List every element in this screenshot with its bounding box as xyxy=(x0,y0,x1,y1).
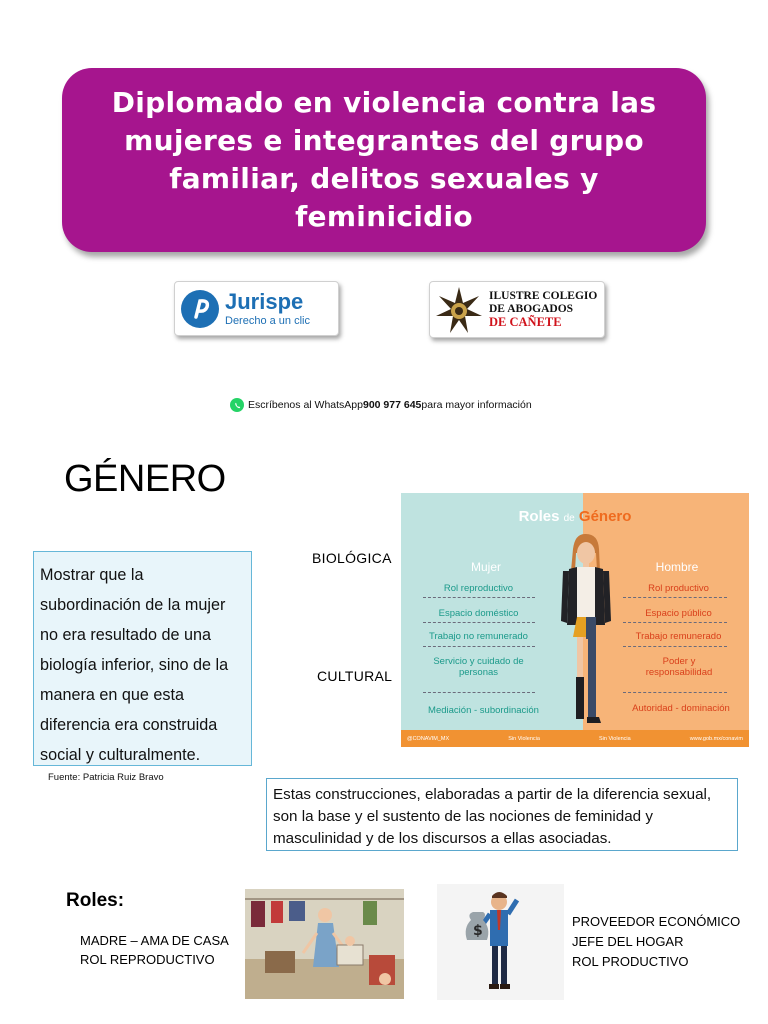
definition-box xyxy=(33,551,252,766)
infographic-hombre-item: Autoridad - dominación xyxy=(632,703,730,714)
infographic-divider xyxy=(423,597,535,598)
quote-box xyxy=(266,778,738,851)
role-right-line: ROL PRODUCTIVO xyxy=(572,954,689,969)
infographic-divider xyxy=(623,622,727,623)
role-left-line: ROL REPRODUCTIVO xyxy=(80,952,215,967)
roles-de-genero-infographic xyxy=(401,493,749,747)
businessman-money-bag-illustration-icon xyxy=(437,884,564,1000)
role-left-line: MADRE – AMA DE CASA xyxy=(80,933,229,948)
jurispe-name: Jurispe xyxy=(225,288,304,314)
whatsapp-phone: 900 977 645 xyxy=(362,399,422,411)
infographic-hombre-item: Trabajo remunerado xyxy=(635,631,722,642)
infographic-title-word: Roles xyxy=(518,508,560,525)
infographic-footer-item: Sin Violencia xyxy=(599,735,631,742)
infographic-col-mujer: Mujer xyxy=(470,560,501,574)
banner-title-line: Diplomado en violencia contra las xyxy=(111,86,657,119)
colegio-emblem-icon xyxy=(435,286,483,334)
infographic-title xyxy=(401,508,749,525)
infographic-divider xyxy=(623,692,727,693)
role-right-line: PROVEEDOR ECONÓMICO xyxy=(572,914,741,929)
title-banner xyxy=(62,68,706,252)
infographic-mujer-item: Servicio y cuidado de personas xyxy=(433,656,524,678)
colegio-abogados-logo xyxy=(429,281,605,338)
label-biologica: BIOLÓGICA xyxy=(312,550,392,566)
label-cultural: CULTURAL xyxy=(317,668,393,684)
whatsapp-contact xyxy=(230,398,532,412)
infographic-footer xyxy=(401,730,749,747)
infographic-divider xyxy=(423,622,535,623)
jurispe-tagline: Derecho a un clic xyxy=(225,314,310,327)
infographic-footer-item: @CONAVIM_MX xyxy=(407,735,450,742)
banner-title-line: feminicidio xyxy=(295,200,473,233)
infographic-footer-item: Sin Violencia xyxy=(508,735,540,742)
whatsapp-icon xyxy=(230,398,244,412)
mother-housework-illustration-icon xyxy=(245,889,404,999)
banner-title xyxy=(112,84,657,236)
infographic-divider xyxy=(423,646,535,647)
quote-text: Estas construcciones, elaboradas a partir de la diferencia sexual, son la base y el sustento de las nociones de feminidad y masculinidad y de los discursos a ellas asociadas. xyxy=(273,786,712,847)
banner-title-line: familiar, delitos sexuales y xyxy=(169,162,599,195)
infographic-divider xyxy=(623,646,727,647)
colegio-line: DE CAÑETE xyxy=(489,315,562,329)
infographic-col-hombre: Hombre xyxy=(655,560,699,574)
infographic-hombre-item: Rol productivo xyxy=(648,583,709,594)
section-title: GÉNERO xyxy=(64,458,226,500)
definition-text: Mostrar que la subordinación de la mujer no era resultado de una biología inferior, sino de la manera en que esta diferencia era construida social y culturalmente. xyxy=(40,566,229,764)
infographic-title-word: Género xyxy=(578,508,632,525)
svg-text:$: $ xyxy=(473,923,483,939)
infographic-divider xyxy=(623,597,727,598)
whatsapp-prefix: Escríbenos al WhatsApp xyxy=(248,399,363,411)
colegio-line: ILUSTRE COLEGIO xyxy=(489,290,598,302)
source-note: Fuente: Patricia Ruiz Bravo xyxy=(48,772,164,783)
jurispe-mark-icon xyxy=(181,290,219,328)
infographic-mujer-item: Trabajo no remunerado xyxy=(429,631,528,642)
role-right-text xyxy=(572,912,740,972)
jurispe-logo xyxy=(174,281,339,336)
infographic-mujer-item: Espacio doméstico xyxy=(438,608,519,619)
infographic-title-connector: de xyxy=(563,513,575,524)
infographic-mujer-item: Mediación - subordinación xyxy=(428,705,539,716)
infographic-mujer-item: Rol reproductivo xyxy=(443,583,514,594)
roles-label: Roles: xyxy=(66,890,125,911)
whatsapp-suffix: para mayor información xyxy=(421,399,532,411)
infographic-hombre-item: Poder y responsabilidad xyxy=(645,656,713,678)
infographic-footer-item: www.gob.mx/conavim xyxy=(689,735,743,742)
role-right-line: JEFE DEL HOGAR xyxy=(572,934,684,949)
half-woman-half-man-figure-icon xyxy=(553,531,617,727)
infographic-divider xyxy=(423,692,535,693)
banner-title-line: mujeres e integrantes del grupo xyxy=(124,124,644,157)
colegio-line: DE ABOGADOS xyxy=(489,303,574,315)
role-left-text xyxy=(80,931,229,969)
infographic-hombre-item: Espacio público xyxy=(645,608,712,619)
